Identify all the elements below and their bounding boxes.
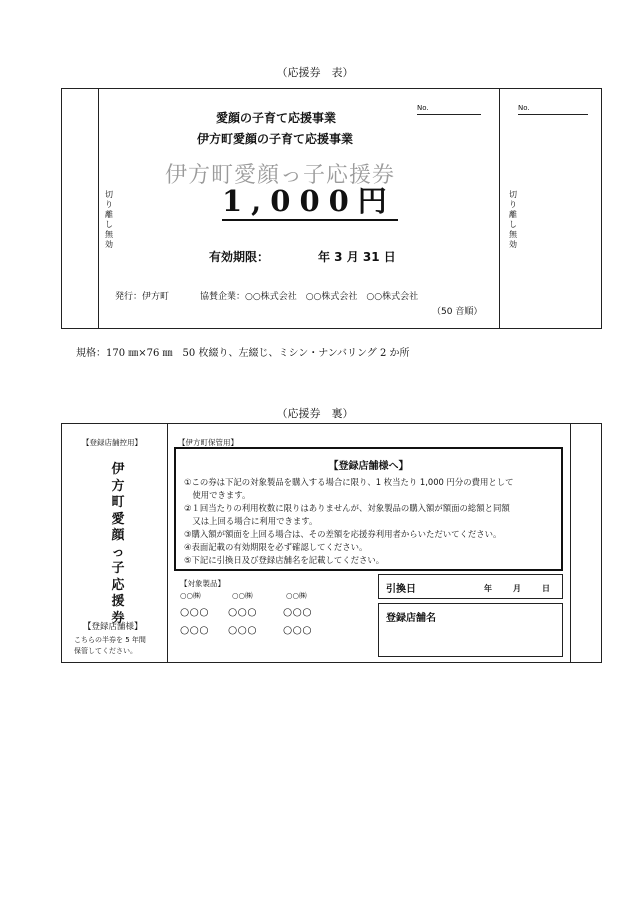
notice-line-5: ③購入額が額面を上回る場合は、その差額を応援券利用者からいただいてください。 [184,529,502,539]
front-caption: （応援券 表） [276,66,354,79]
front-validity-date: 年 3 月 31 日 [318,250,396,264]
exchange-date-label: 引換日 [386,584,416,595]
spec-note: 規格：170 ㎜×76 ㎜ 50 枚綴り、左綴じ、ミシン・ナンバリング 2 か所 [76,348,410,359]
product-item: ○○○ [228,606,257,618]
product-item: ○○○ [180,606,209,618]
stub-ticket-name: 伊方町愛顔っ子応援券 [111,462,125,626]
stub-number-label: No. [518,104,530,112]
stub-note-1: こちらの半券を 5 年間 [74,636,146,644]
front-number-label: No. [417,104,429,112]
notice-line-3: ②１回当たりの利用枚数に限りはありませんが、対象製品の購入額が額面の総額と同額 [184,503,510,513]
notice-line-6: ④表面記載の有効期限を必ず確認してください。 [184,542,368,552]
stub-number-line [518,114,588,115]
front-ticket-name: 伊方町愛顔っ子応援券 [165,163,396,188]
notice-line-4: 又は上回る場合に利用できます。 [184,516,318,526]
front-sponsors: 協賛企業：○○株式会社 ○○株式会社 ○○株式会社 [200,292,419,302]
front-sponsors-order: （50 音順） [432,307,483,317]
exchange-year-label: 年 [484,584,492,593]
store-name-label: 登録店舗名 [386,613,436,624]
product-company-2: ○○㈱ [232,591,253,600]
product-company-3: ○○㈱ [286,591,307,600]
stub-header: 【登録店舗控用】 [82,438,142,447]
front-cut-invalid-left: 切り離し無効 [105,190,113,249]
notice-title: 【登録店舗様へ】 [328,461,409,472]
front-amount: 1,000円 [222,183,398,221]
product-item: ○○○ [283,606,312,618]
back-caption: （応援券 裏） [276,407,354,420]
back-perforation-right [570,423,571,663]
back-perforation-left [167,423,168,663]
front-perforation-right [499,88,500,329]
stub-note-2: 保管してください。 [74,647,137,655]
product-item: ○○○ [228,624,257,636]
front-number-line [417,114,481,115]
product-item: ○○○ [180,624,209,636]
stub-store-label: 【登録店舗様】 [83,622,143,632]
exchange-month-label: 月 [513,584,521,593]
notice-line-1: ①この券は下記の対象製品を購入する場合に限り、1 枚当たり 1,000 円分の費用として [184,477,514,487]
front-title-1: 愛顔の子育て応援事業 [216,111,337,125]
front-perforation-left [98,88,99,329]
front-cut-invalid-right: 切り離し無効 [509,190,517,249]
notice-line-2: 使用できます。 [184,490,251,500]
products-label: 【対象製品】 [180,579,225,588]
front-validity-label: 有効期限： [209,250,270,264]
front-title-2: 伊方町愛顔の子育て応援事業 [197,132,354,146]
product-company-1: ○○㈱ [180,591,201,600]
product-item: ○○○ [283,624,312,636]
notice-line-7: ⑤下記に引換日及び登録店舗名を記載してください。 [184,555,385,565]
town-keep-label: 【伊方町保管用】 [178,438,238,447]
front-issuer: 発行：伊方町 [115,292,170,302]
exchange-day-label: 日 [542,584,550,593]
